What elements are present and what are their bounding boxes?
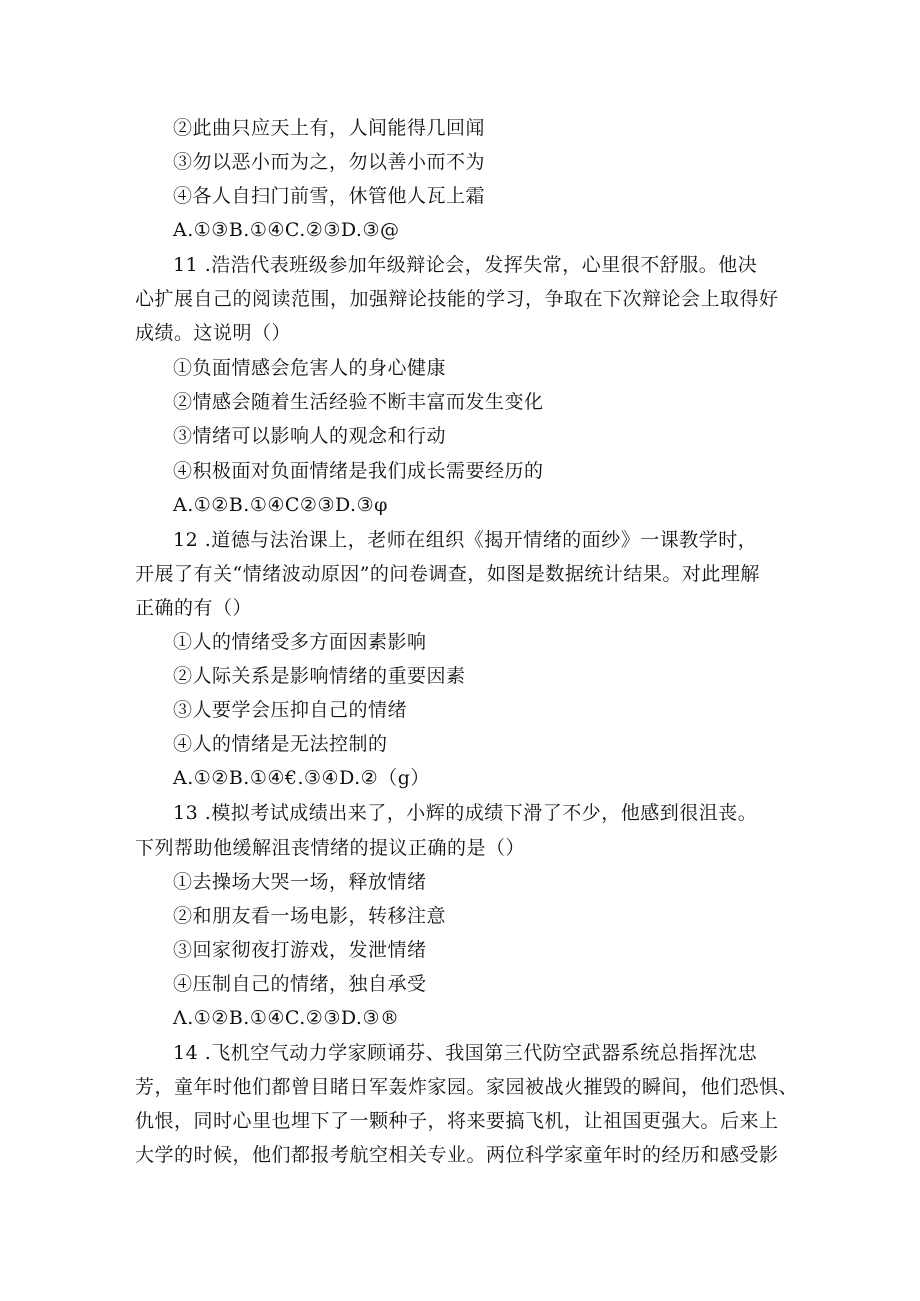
q12-stem-line-2: 开展了有关“情绪波动原因”的问卷调查，如图是数据统计结果。对此理解 bbox=[135, 563, 760, 585]
q10-option-3: ③勿以恶小而为之，勿以善小而不为 bbox=[173, 151, 486, 173]
q11-stem-line-3: 成绩。这说明（） bbox=[135, 322, 292, 344]
q14-stem-line-1: 14 .飞机空气动力学家顾诵芬、我国第三代防空武器系统总指挥沈忠 bbox=[173, 1042, 758, 1064]
q12-stem-line-1: 12 .道德与法治课上，老师在组织《揭开情绪的面纱》一课教学时， bbox=[173, 529, 758, 551]
q11-option-3: ③情绪可以影响人的观念和行动 bbox=[173, 425, 447, 447]
q13-option-1: ①去操场大哭一场，释放情绪 bbox=[173, 871, 427, 893]
q13-answer-choices: Λ.①②B.①④C.②③D.③® bbox=[173, 1007, 400, 1029]
q12-option-1: ①人的情绪受多方面因素影响 bbox=[173, 631, 427, 653]
q11-option-4: ④积极面对负面情绪是我们成长需要经历的 bbox=[173, 460, 544, 482]
q10-option-4: ④各人自扫门前雪，休管他人瓦上霜 bbox=[173, 185, 486, 207]
q12-option-2: ②人际关系是影响情绪的重要因素 bbox=[173, 665, 466, 687]
q11-stem-line-1: 11 .浩浩代表班级参加年级辩论会，发挥失常，心里很不舒服。他决 bbox=[173, 254, 758, 276]
q11-option-1: ①负面情感会危害人的身心健康 bbox=[173, 357, 447, 379]
q10-answer-choices: A.①③B.①④C.②③D.③@ bbox=[173, 219, 400, 241]
q11-option-2: ②情感会随着生活经验不断丰富而发生变化 bbox=[173, 391, 544, 413]
q11-answer-choices: A.①②B.①④C②③D.③φ bbox=[173, 494, 388, 516]
q13-option-3: ③回家彻夜打游戏，发泄情绪 bbox=[173, 939, 427, 961]
q11-stem-line-2: 心扩展自己的阅读范围，加强辩论技能的学习，争取在下次辩论会上取得好 bbox=[135, 288, 779, 310]
q13-stem-line-2: 下列帮助他缓解沮丧情绪的提议正确的是（） bbox=[135, 837, 526, 859]
q12-option-4: ④人的情绪是无法控制的 bbox=[173, 733, 388, 755]
q12-option-3: ③人要学会压抑自己的情绪 bbox=[173, 699, 408, 721]
q10-option-2: ②此曲只应天上有，人间能得几回闻 bbox=[173, 117, 486, 139]
q13-option-4: ④压制自己的情绪，独自承受 bbox=[173, 973, 427, 995]
q14-stem-line-2: 芳，童年时他们都曾目睹日军轰炸家园。家园被战火摧毁的瞬间，他们恐惧、 bbox=[135, 1076, 799, 1098]
q13-option-2: ②和朋友看一场电影，转移注意 bbox=[173, 905, 447, 927]
q12-stem-line-3: 正确的有（） bbox=[135, 597, 253, 619]
q13-stem-line-1: 13 .模拟考试成绩出来了，小辉的成绩下滑了不少，他感到很沮丧。 bbox=[173, 802, 758, 824]
q12-answer-choices: A.①②B.①④€.③④D.②（g） bbox=[173, 767, 430, 789]
q14-stem-line-4: 大学的时候，他们都报考航空相关专业。两位科学家童年时的经历和感受影 bbox=[135, 1144, 779, 1166]
q14-stem-line-3: 仇恨，同时心里也埋下了一颗种子，将来要搞飞机，让祖国更强大。后来上 bbox=[135, 1110, 779, 1132]
